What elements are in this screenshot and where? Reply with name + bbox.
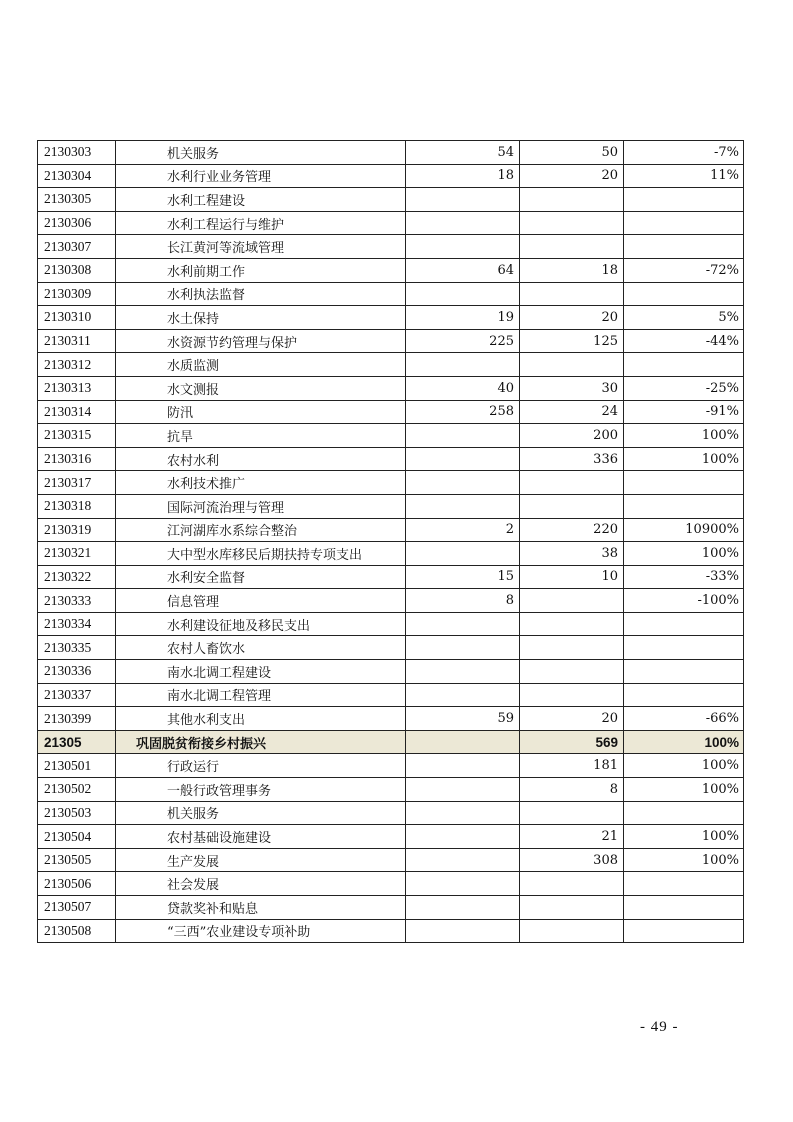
table-row	[38, 683, 744, 707]
cell-name: 机关服务	[116, 141, 406, 165]
table-row	[38, 494, 744, 518]
cell-change-pct	[624, 188, 744, 212]
cell-prev-value: 19	[406, 306, 520, 330]
cell-curr-value	[520, 589, 624, 613]
table-row	[38, 306, 744, 330]
cell-prev-value: 258	[406, 400, 520, 424]
table-row	[38, 188, 744, 212]
cell-code: 2130314	[38, 400, 116, 424]
cell-curr-value	[520, 683, 624, 707]
cell-change-pct: -66%	[624, 707, 744, 731]
cell-prev-value	[406, 896, 520, 920]
cell-prev-value: 40	[406, 376, 520, 400]
cell-curr-value: 125	[520, 329, 624, 353]
cell-change-pct	[624, 919, 744, 943]
cell-curr-value	[520, 353, 624, 377]
cell-name: 水利前期工作	[116, 258, 406, 282]
cell-change-pct: -25%	[624, 376, 744, 400]
cell-prev-value	[406, 353, 520, 377]
cell-name: 南水北调工程建设	[116, 660, 406, 684]
cell-code: 2130322	[38, 565, 116, 589]
cell-curr-value	[520, 801, 624, 825]
cell-prev-value	[406, 612, 520, 636]
cell-curr-value: 20	[520, 306, 624, 330]
cell-curr-value	[520, 612, 624, 636]
cell-name: 农村基础设施建设	[116, 825, 406, 849]
cell-change-pct: 5%	[624, 306, 744, 330]
cell-curr-value: 50	[520, 141, 624, 165]
cell-curr-value	[520, 872, 624, 896]
cell-name: 机关服务	[116, 801, 406, 825]
cell-prev-value: 64	[406, 258, 520, 282]
table-row	[38, 353, 744, 377]
cell-code: 2130308	[38, 258, 116, 282]
cell-name: 防汛	[116, 400, 406, 424]
cell-name: 水利建设征地及移民支出	[116, 612, 406, 636]
table-row	[38, 872, 744, 896]
budget-table	[37, 140, 744, 943]
cell-change-pct: 100%	[624, 778, 744, 802]
table-row	[38, 660, 744, 684]
cell-change-pct	[624, 612, 744, 636]
table-row	[38, 896, 744, 920]
cell-name: 抗旱	[116, 424, 406, 448]
cell-name: 其他水利支出	[116, 707, 406, 731]
cell-prev-value	[406, 660, 520, 684]
cell-name: 南水北调工程管理	[116, 683, 406, 707]
table-row	[38, 400, 744, 424]
cell-change-pct	[624, 353, 744, 377]
cell-prev-value	[406, 872, 520, 896]
cell-curr-value	[520, 235, 624, 259]
cell-curr-value	[520, 471, 624, 495]
cell-code: 2130321	[38, 542, 116, 566]
cell-code: 2130336	[38, 660, 116, 684]
budget-table-container	[37, 140, 743, 943]
table-row	[38, 235, 744, 259]
table-row	[38, 801, 744, 825]
cell-change-pct: 100%	[624, 848, 744, 872]
budget-table-body	[38, 141, 744, 943]
cell-code: 2130306	[38, 211, 116, 235]
cell-name: 社会发展	[116, 872, 406, 896]
cell-code: 2130310	[38, 306, 116, 330]
cell-name: 国际河流治理与管理	[116, 494, 406, 518]
cell-name: 行政运行	[116, 754, 406, 778]
cell-prev-value	[406, 188, 520, 212]
table-row	[38, 424, 744, 448]
table-row	[38, 778, 744, 802]
cell-code: 2130399	[38, 707, 116, 731]
cell-code: 2130313	[38, 376, 116, 400]
cell-code: 2130307	[38, 235, 116, 259]
cell-name: 巩固脱贫衔接乡村振兴	[116, 730, 406, 754]
cell-code: 2130501	[38, 754, 116, 778]
cell-change-pct: 100%	[624, 825, 744, 849]
cell-prev-value	[406, 754, 520, 778]
cell-code: 2130506	[38, 872, 116, 896]
table-row	[38, 825, 744, 849]
cell-prev-value	[406, 730, 520, 754]
cell-code: 2130316	[38, 447, 116, 471]
cell-change-pct: -44%	[624, 329, 744, 353]
cell-curr-value	[520, 919, 624, 943]
cell-change-pct: -91%	[624, 400, 744, 424]
cell-change-pct	[624, 282, 744, 306]
cell-curr-value	[520, 896, 624, 920]
cell-name: 水利行业业务管理	[116, 164, 406, 188]
cell-prev-value	[406, 848, 520, 872]
cell-prev-value	[406, 778, 520, 802]
cell-curr-value: 220	[520, 518, 624, 542]
cell-curr-value: 20	[520, 707, 624, 731]
cell-curr-value	[520, 636, 624, 660]
table-row	[38, 612, 744, 636]
cell-name: 水文测报	[116, 376, 406, 400]
cell-code: 2130502	[38, 778, 116, 802]
cell-name: 信息管理	[116, 589, 406, 613]
cell-code: 2130505	[38, 848, 116, 872]
cell-name: 江河湖库水系综合整治	[116, 518, 406, 542]
cell-code: 2130309	[38, 282, 116, 306]
cell-change-pct: 100%	[624, 754, 744, 778]
cell-change-pct: -100%	[624, 589, 744, 613]
cell-code: 2130311	[38, 329, 116, 353]
cell-prev-value: 18	[406, 164, 520, 188]
cell-code: 2130319	[38, 518, 116, 542]
cell-code: 2130318	[38, 494, 116, 518]
cell-name: 农村水利	[116, 447, 406, 471]
cell-change-pct: -33%	[624, 565, 744, 589]
table-row	[38, 636, 744, 660]
table-row	[38, 329, 744, 353]
cell-code: 2130333	[38, 589, 116, 613]
table-row	[38, 164, 744, 188]
cell-name: 水质监测	[116, 353, 406, 377]
table-row	[38, 919, 744, 943]
page-number: - 49 -	[640, 1019, 679, 1035]
cell-curr-value: 336	[520, 447, 624, 471]
cell-curr-value	[520, 494, 624, 518]
cell-code: 2130334	[38, 612, 116, 636]
table-row	[38, 589, 744, 613]
cell-name: 水资源节约管理与保护	[116, 329, 406, 353]
cell-prev-value	[406, 542, 520, 566]
cell-code: 2130305	[38, 188, 116, 212]
cell-change-pct: -7%	[624, 141, 744, 165]
cell-name: 水利工程建设	[116, 188, 406, 212]
table-row	[38, 447, 744, 471]
cell-name: 生产发展	[116, 848, 406, 872]
cell-prev-value: 15	[406, 565, 520, 589]
cell-curr-value	[520, 211, 624, 235]
cell-name: “三西”农业建设专项补助	[116, 919, 406, 943]
cell-curr-value: 8	[520, 778, 624, 802]
cell-change-pct: 100%	[624, 730, 744, 754]
cell-curr-value: 24	[520, 400, 624, 424]
cell-change-pct: 100%	[624, 542, 744, 566]
cell-prev-value	[406, 683, 520, 707]
cell-prev-value	[406, 919, 520, 943]
cell-change-pct	[624, 896, 744, 920]
cell-change-pct	[624, 683, 744, 707]
cell-change-pct	[624, 235, 744, 259]
table-row	[38, 542, 744, 566]
cell-prev-value	[406, 424, 520, 448]
table-row	[38, 376, 744, 400]
cell-prev-value: 54	[406, 141, 520, 165]
cell-curr-value: 569	[520, 730, 624, 754]
cell-curr-value: 10	[520, 565, 624, 589]
cell-change-pct	[624, 471, 744, 495]
cell-curr-value: 30	[520, 376, 624, 400]
cell-change-pct	[624, 660, 744, 684]
cell-prev-value	[406, 636, 520, 660]
cell-name: 大中型水库移民后期扶持专项支出	[116, 542, 406, 566]
table-row	[38, 848, 744, 872]
cell-change-pct	[624, 872, 744, 896]
cell-prev-value	[406, 447, 520, 471]
cell-prev-value	[406, 825, 520, 849]
cell-change-pct	[624, 801, 744, 825]
cell-prev-value	[406, 494, 520, 518]
cell-prev-value: 59	[406, 707, 520, 731]
cell-code: 2130508	[38, 919, 116, 943]
cell-prev-value: 8	[406, 589, 520, 613]
cell-curr-value: 20	[520, 164, 624, 188]
cell-prev-value	[406, 211, 520, 235]
cell-name: 水利工程运行与维护	[116, 211, 406, 235]
cell-code: 2130335	[38, 636, 116, 660]
table-row	[38, 565, 744, 589]
cell-change-pct	[624, 636, 744, 660]
table-row	[38, 707, 744, 731]
cell-change-pct: 10900%	[624, 518, 744, 542]
cell-name: 水土保持	[116, 306, 406, 330]
cell-prev-value	[406, 282, 520, 306]
cell-code: 2130503	[38, 801, 116, 825]
cell-change-pct	[624, 211, 744, 235]
table-row	[38, 518, 744, 542]
cell-name: 水利执法监督	[116, 282, 406, 306]
cell-curr-value: 181	[520, 754, 624, 778]
cell-change-pct	[624, 494, 744, 518]
cell-curr-value: 21	[520, 825, 624, 849]
cell-curr-value: 200	[520, 424, 624, 448]
cell-code: 2130315	[38, 424, 116, 448]
table-row	[38, 754, 744, 778]
cell-curr-value: 18	[520, 258, 624, 282]
cell-curr-value: 38	[520, 542, 624, 566]
cell-change-pct: 100%	[624, 447, 744, 471]
cell-change-pct: 100%	[624, 424, 744, 448]
table-row	[38, 282, 744, 306]
cell-code: 21305	[38, 730, 116, 754]
table-row	[38, 211, 744, 235]
cell-code: 2130317	[38, 471, 116, 495]
cell-change-pct: -72%	[624, 258, 744, 282]
cell-code: 2130312	[38, 353, 116, 377]
cell-name: 水利技术推广	[116, 471, 406, 495]
cell-name: 水利安全监督	[116, 565, 406, 589]
cell-curr-value	[520, 660, 624, 684]
cell-prev-value	[406, 235, 520, 259]
cell-code: 2130507	[38, 896, 116, 920]
cell-curr-value	[520, 282, 624, 306]
cell-change-pct: 11%	[624, 164, 744, 188]
cell-name: 长江黄河等流域管理	[116, 235, 406, 259]
cell-name: 贷款奖补和贴息	[116, 896, 406, 920]
table-row-category	[38, 730, 744, 754]
cell-code: 2130303	[38, 141, 116, 165]
cell-prev-value	[406, 471, 520, 495]
cell-name: 农村人畜饮水	[116, 636, 406, 660]
cell-prev-value: 2	[406, 518, 520, 542]
cell-code: 2130504	[38, 825, 116, 849]
cell-prev-value	[406, 801, 520, 825]
table-row	[38, 141, 744, 165]
table-row	[38, 258, 744, 282]
cell-curr-value: 308	[520, 848, 624, 872]
cell-code: 2130337	[38, 683, 116, 707]
cell-curr-value	[520, 188, 624, 212]
cell-code: 2130304	[38, 164, 116, 188]
cell-prev-value: 225	[406, 329, 520, 353]
cell-name: 一般行政管理事务	[116, 778, 406, 802]
table-row	[38, 471, 744, 495]
